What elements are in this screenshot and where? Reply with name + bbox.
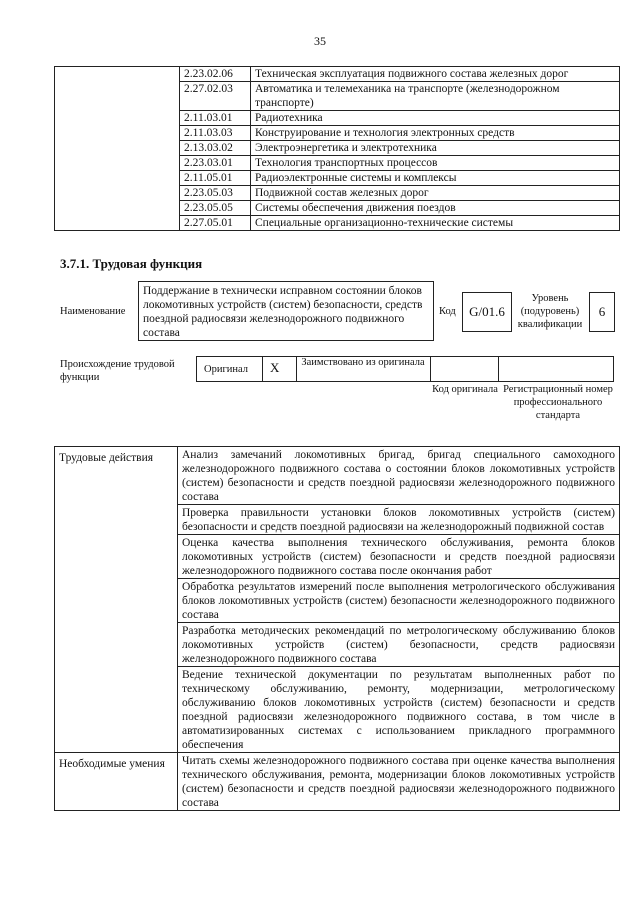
specialty-codes-table (54, 66, 620, 231)
specialty-name: Радиоэлектронные системы и комплексы (251, 171, 620, 186)
function-code-value: G/01.6 (462, 292, 512, 332)
specialty-code: 2.27.02.03 (180, 82, 251, 111)
borrowed-label: Заимствовано из оригинала (301, 357, 425, 368)
specialty-name: Электроэнергетика и электротехника (251, 141, 620, 156)
labor-actions-table (54, 446, 620, 811)
specialty-code: 2.23.05.05 (180, 201, 251, 216)
reg-number-label: Регистрационный номер профессионального стандарта (503, 384, 613, 421)
skill-item: Читать схемы железнодорожного подвижного состава при оценке качества выполнения технического обслуживания, ремонта, модернизации блоков локомотивных устройств (систем) безопасности и средств поездной радиосвязи железнодорожного подвижного состава (178, 753, 620, 811)
name-label: Наименование (60, 306, 126, 317)
labor-actions-label: Трудовые действия (55, 447, 178, 753)
labor-action-item: Проверка правильности установки блоков локомотивных устройств (систем) безопасности и средств поездной радиосвязи на железнодорожный подвижной состав (178, 505, 620, 535)
specialty-name: Конструирование и технология электронных средств (251, 126, 620, 141)
original-label: Оригинал (204, 364, 248, 375)
specialty-code: 2.23.03.01 (180, 156, 251, 171)
labor-action-item: Ведение технической документации по результатам выполненных работ по техническому обслуживанию, ремонту, модернизации, метрологическому обслуживанию блоков локомотивных устройств (систем) безопасности и средств поездной радиосвязи железнодорожного подвижного состава, в том числе в автоматизированных системах с использованием прикладного программного обеспечения (178, 667, 620, 753)
specialty-code: 2.13.03.02 (180, 141, 251, 156)
origin-label: Происхождение трудовой функции (60, 359, 175, 383)
table-row (55, 753, 620, 811)
blank-cell (55, 67, 180, 231)
original-mark: X (270, 360, 280, 375)
labor-action-item: Разработка методических рекомендаций по метрологическому обслуживанию блоков локомотивных устройств (систем) безопасности, средств радиосвязи железнодорожного подвижного состава (178, 623, 620, 667)
function-name-value: Поддержание в технически исправном состоянии блоков локомотивных устройств (систем) безопасности, средств поездной радиосвязи железнодорожного подвижного состава (138, 281, 434, 341)
code-original-label: Код оригинала (432, 384, 498, 395)
origin-divider (296, 356, 297, 381)
specialty-name: Специальные организационно-технические системы (251, 216, 620, 231)
specialty-name: Радиотехника (251, 111, 620, 126)
specialty-name: Подвижной состав железных дорог (251, 186, 620, 201)
labor-action-item: Обработка результатов измерений после выполнения метрологического обслуживания блоков локомотивных устройств (систем) безопасности железнодорожного подвижного состава (178, 579, 620, 623)
level-value: 6 (589, 292, 615, 332)
specialty-name: Системы обеспечения движения поездов (251, 201, 620, 216)
specialty-code: 2.27.05.01 (180, 216, 251, 231)
table-row (55, 67, 620, 82)
level-label: Уровень (подуровень) квалификации (517, 293, 583, 330)
table-row (55, 447, 620, 505)
specialty-name: Техническая эксплуатация подвижного состава железных дорог (251, 67, 620, 82)
section-title: 3.7.1. Трудовая функция (60, 256, 203, 271)
code-label: Код (439, 306, 456, 317)
origin-divider (430, 356, 431, 381)
specialty-code: 2.11.03.01 (180, 111, 251, 126)
specialty-code: 2.23.05.03 (180, 186, 251, 201)
specialty-code: 2.23.02.06 (180, 67, 251, 82)
specialty-code: 2.11.05.01 (180, 171, 251, 186)
skills-label: Необходимые умения (55, 753, 178, 811)
origin-divider (262, 356, 263, 381)
labor-action-item: Анализ замечаний локомотивных бригад, бригад специального самоходного железнодорожного подвижного состава о состоянии блоков локомотивных устройств (систем) безопасности и средств поездной радиосвязи железнодорожного подвижного состава (178, 447, 620, 505)
labor-action-item: Оценка качества выполнения технического обслуживания, ремонта блоков локомотивных устройств (систем) безопасности и средств поездной радиосвязи железнодорожного подвижного состава после окончания работ (178, 535, 620, 579)
specialty-code: 2.11.03.03 (180, 126, 251, 141)
specialty-name: Автоматика и телемеханика на транспорте (железнодорожном транспорте) (251, 82, 620, 111)
specialty-name: Технология транспортных процессов (251, 156, 620, 171)
page-number: 35 (314, 34, 326, 48)
origin-divider (498, 356, 499, 381)
